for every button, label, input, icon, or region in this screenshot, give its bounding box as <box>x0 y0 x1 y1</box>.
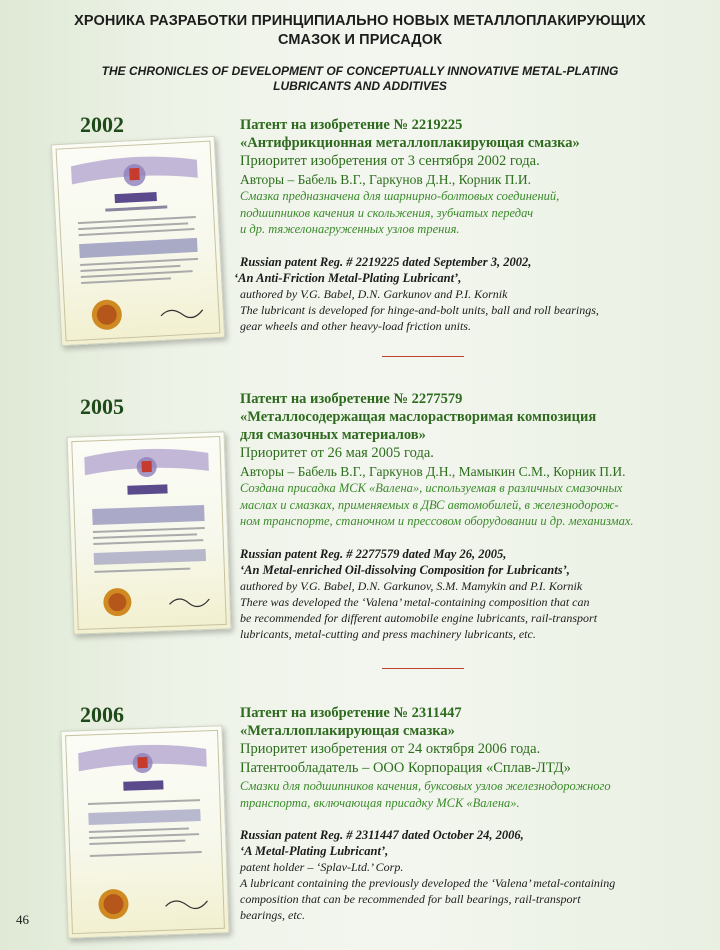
desc-line: A lubricant containing the previously developed the ‘Valena’ metal-containing <box>240 876 616 890</box>
year-2006: 2006 <box>80 702 124 727</box>
desc-line: Смазки для подшипников качения, буксовых узлов железнодорожного <box>240 779 611 793</box>
patent-2005-block <box>240 390 660 642</box>
desc-line: bearings, etc. <box>240 908 305 922</box>
desc-line: Создана присадка МСК «Валена», используемая в различных смазочных <box>240 481 623 495</box>
section-divider <box>382 356 464 357</box>
patent-2005-authors: Авторы – Бабель В.Г., Гаркунов Д.Н., Мамыкин С.М., Корник П.И. <box>240 464 626 479</box>
patent-2005-title-en: ‘An Metal-enriched Oil-dissolving Composition for Lubricants’, <box>240 562 570 577</box>
desc-line: ном транспорте, станочном и прессовом оборудовании и др. механизмах. <box>240 514 634 528</box>
desc-line: composition that can be recommended for ball bearings, rail-transport <box>240 892 581 906</box>
patent-2005-reg-en: Russian patent Reg. # 2277579 dated May 26, 2005, <box>240 546 507 561</box>
patent-2005-authors-en: authored by V.G. Babel, D.N. Garkunov, S.M. Mamykin and P.I. Kornik <box>240 578 583 593</box>
desc-line: подшипников качения и скольжения, зубчатых передач <box>240 205 534 220</box>
section-divider <box>382 668 464 669</box>
title-ru-line2: СМАЗОК И ПРИСАДОК <box>277 32 443 48</box>
patent-2006-priority: Приоритет изобретения от 24 октября 2006 года. <box>240 741 541 757</box>
patent-2006-number: Патент на изобретение № 2311447 <box>240 705 462 721</box>
patent-2002-title-en: ‘An Anti-Friction Metal-Plating Lubricant’, <box>234 270 462 285</box>
patent-2002-number: Патент на изобретение № 2219225 <box>240 117 463 133</box>
patent-2005-number: Патент на изобретение № 2277579 <box>240 391 463 407</box>
patent-2002-reg-en: Russian patent Reg. # 2219225 dated September 3, 2002, <box>240 254 532 269</box>
desc-line: Смазка предназначена для шарнирно-болтовых соединений, <box>240 189 560 203</box>
patent-2006-holder-en: patent holder – ‘Splav-Ltd.’ Corp. <box>240 860 404 874</box>
desc-line: маслах и смазках, применяемых в ДВС автомобилей, в железнодорож- <box>240 497 619 512</box>
year-2002: 2002 <box>80 112 124 137</box>
patent-2006-description-ru <box>240 778 660 811</box>
patent-certificate-image-2005 <box>67 431 232 634</box>
patent-2006-title-en: ‘A Metal-Plating Lubricant’, <box>240 844 389 858</box>
page-title-en <box>0 64 720 94</box>
patent-2002-authors: Авторы – Бабель В.Г., Гаркунов Д.Н., Корник П.И. <box>240 172 532 187</box>
page-title-ru <box>0 12 720 50</box>
patent-2002-block <box>234 116 660 334</box>
patent-2005-description-ru <box>240 480 660 530</box>
desc-line: There was developed the ‘Valena’ metal-containing composition that can <box>240 594 590 609</box>
patent-2005-title: «Металлосодержащая маслорастворимая композиция <box>240 409 597 425</box>
desc-line: The lubricant is developed for hinge-and-bolt units, ball and roll bearings, <box>240 302 599 317</box>
patent-certificate-image-2006 <box>60 725 229 939</box>
patent-2002-title: «Антифрикционная металлоплакирующая смазка» <box>240 135 580 151</box>
title-en-line2: LUBRICANTS AND ADDITIVES <box>273 79 447 93</box>
desc-line: gear wheels and other heavy-load friction units. <box>240 318 471 333</box>
patent-2002-priority: Приоритет изобретения от 3 сентября 2002 года. <box>240 153 540 169</box>
title-ru-line1: ХРОНИКА РАЗРАБОТКИ ПРИНЦИПИАЛЬНО НОВЫХ МЕТАЛЛОПЛАКИРУЮЩИХ <box>74 13 646 29</box>
patent-2006-reg-en: Russian patent Reg. # 2311447 dated October 24, 2006, <box>240 828 524 842</box>
patent-2006-holder: Патентообладатель – ООО Корпорация «Сплав-ЛТД» <box>240 760 571 776</box>
patent-2006-title: «Металлоплакирующая смазка» <box>240 723 455 739</box>
page-number: 46 <box>16 912 29 927</box>
patent-2002-description-en <box>240 302 660 334</box>
patent-2006-description-en <box>240 875 660 923</box>
desc-line: lubricants, metal-cutting and press machinery lubricants, etc. <box>240 626 536 641</box>
patent-2002-authors-en: authored by V.G. Babel, D.N. Garkunov and P.I. Kornik <box>240 286 508 301</box>
desc-line: и др. тяжелонагруженных узлов трения. <box>240 222 460 236</box>
patent-2005-title-cont: для смазочных материалов» <box>240 427 426 443</box>
patent-certificate-image-2002 <box>51 136 225 346</box>
patent-2005-description-en <box>240 594 660 642</box>
patent-2005-priority: Приоритет от 26 мая 2005 года. <box>240 445 434 461</box>
desc-line: be recommended for different automobile engine lubricants, rail-transport <box>240 610 598 625</box>
patent-2002-description-ru <box>240 188 660 238</box>
title-en-line1: THE CHRONICLES OF DEVELOPMENT OF CONCEPTUALLY INNOVATIVE METAL-PLATING <box>101 64 619 78</box>
patent-2006-block <box>240 704 660 923</box>
year-2005: 2005 <box>80 394 124 419</box>
desc-line: транспорта, включающая присадку МСК «Валена». <box>240 795 520 810</box>
